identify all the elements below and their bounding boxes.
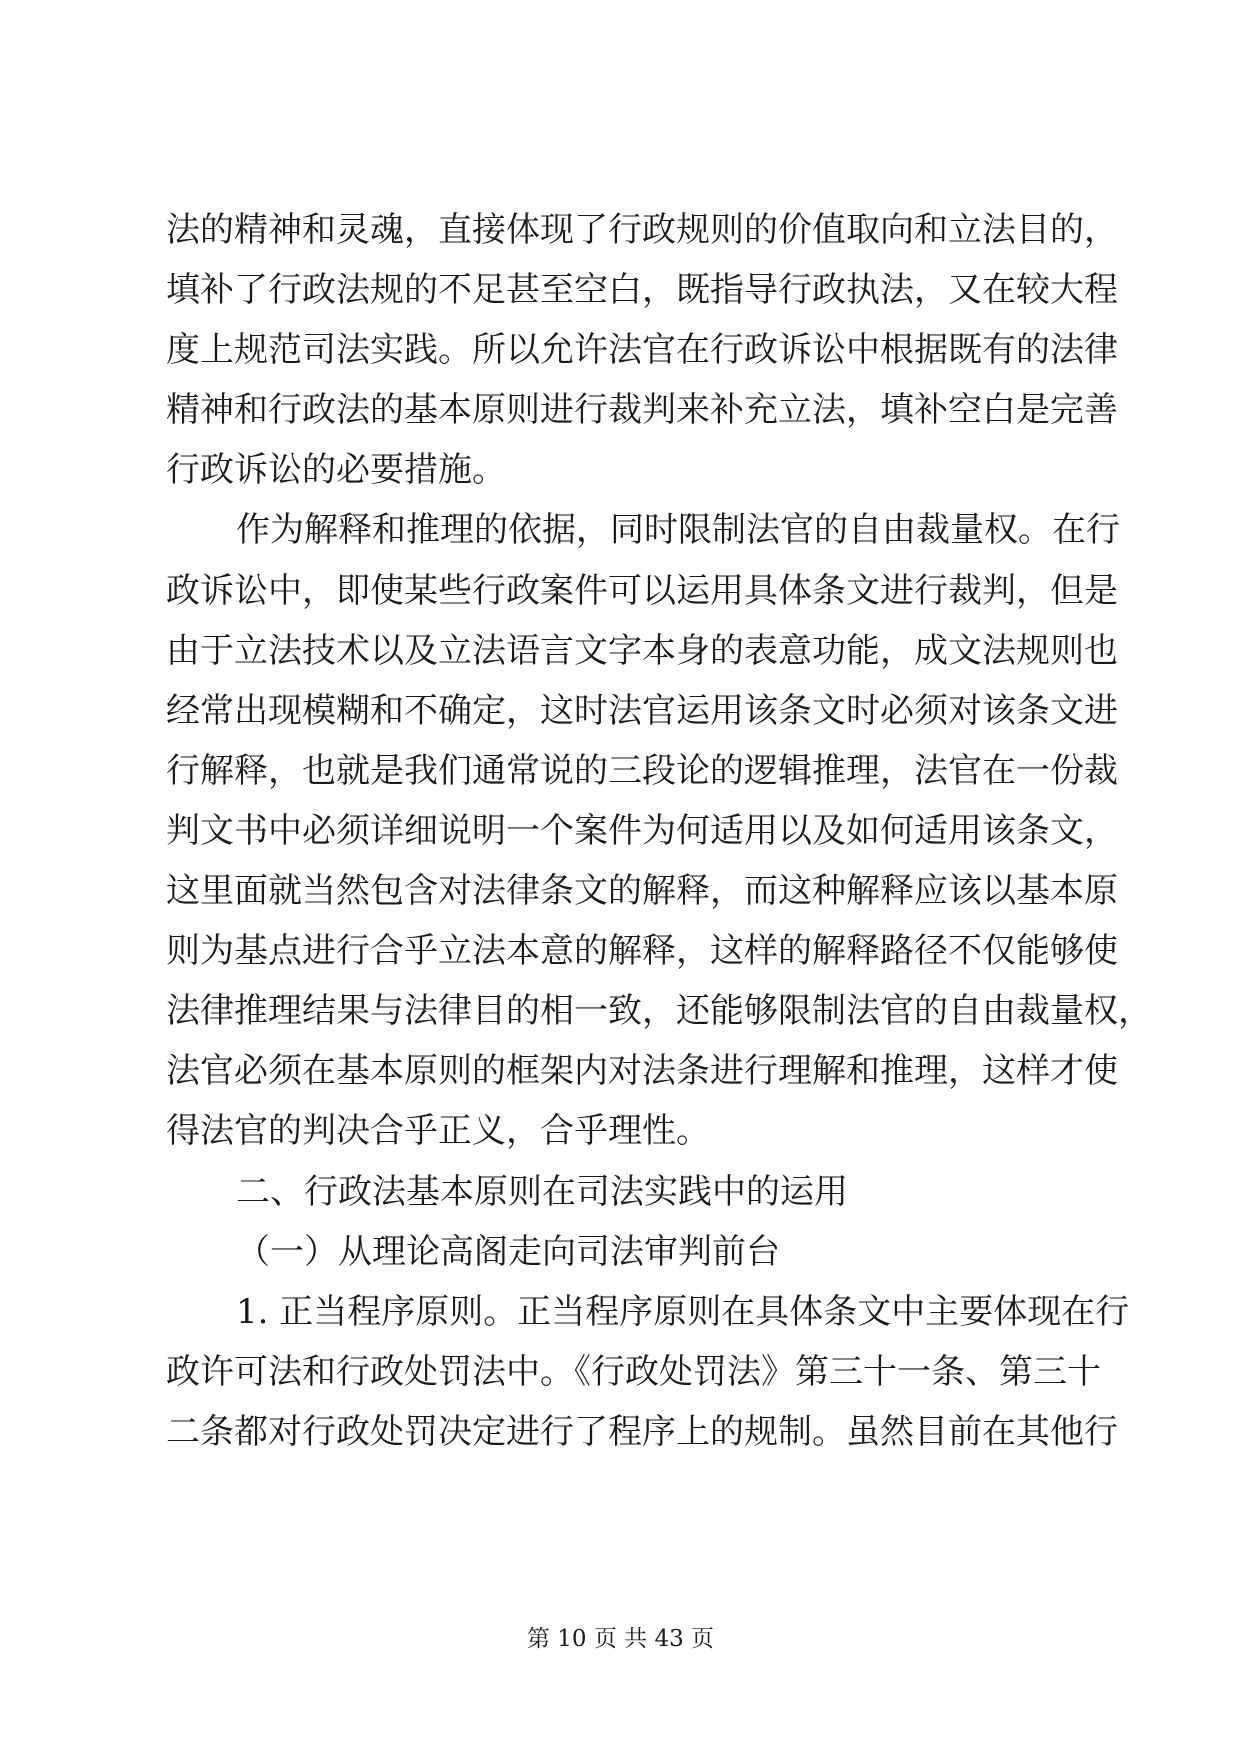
text-line: 度上规范司法实践。所以允许法官在行政诉讼中根据既有的法律 [166, 330, 1118, 371]
page-number-footer: 第 10 页 共 43 页 [526, 1626, 715, 1652]
section-heading: 二、行政法基本原则在司法实践中的运用 [236, 1171, 848, 1212]
text-line: 法官必须在基本原则的框架内对法条进行理解和推理，这样才使 [166, 1051, 1118, 1092]
text-line: 由于立法技术以及立法语言文字本身的表意功能，成文法规则也 [166, 630, 1118, 671]
text-line: 填补了行政法规的不足甚至空白，既指导行政执法，又在较大程 [166, 270, 1118, 311]
text-line: 行解释，也就是我们通常说的三段论的逻辑推理，法官在一份裁 [166, 750, 1118, 791]
text-line: 这里面就当然包含对法律条文的解释，而这种解释应该以基本原 [166, 871, 1118, 912]
text-line: 则为基点进行合乎立法本意的解释，这样的解释路径不仅能够使 [166, 931, 1118, 972]
text-line: 法的精神和灵魂，直接体现了行政规则的价值取向和立法目的， [166, 210, 1118, 250]
text-line: 得法官的判决合乎正义，合乎理性。 [166, 1111, 710, 1152]
document-body [166, 200, 1152, 1462]
text-line: 经常出现模糊和不确定，这时法官运用该条文时必须对该条文进 [166, 690, 1118, 731]
subsection-heading: （一）从理论高阁走向司法审判前台 [236, 1231, 780, 1272]
text-line: 政诉讼中，即使某些行政案件可以运用具体条文进行裁判，但是 [166, 570, 1118, 611]
text-line: 精神和行政法的基本原则进行裁判来补充立法，填补空白是完善 [166, 390, 1118, 431]
text-line: 作为解释和推理的依据，同时限制法官的自由裁量权。在行 [236, 510, 1120, 551]
text-line: 二条都对行政处罚决定进行了程序上的规制。虽然目前在其他行 [166, 1411, 1118, 1452]
text-line: 1. 正当程序原则。正当程序原则在具体条文中主要体现在行 [236, 1291, 1130, 1332]
text-line: 行政诉讼的必要措施。 [166, 450, 506, 491]
text-line: 判文书中必须详细说明一个案件为何适用以及如何适用该条文， [166, 810, 1118, 851]
text-line: 法律推理结果与法律目的相一致，还能够限制法官的自由裁量权， [166, 991, 1152, 1032]
text-line: 政许可法和行政处罚法中。《行政处罚法》第三十一条、第三十 [166, 1351, 1101, 1392]
